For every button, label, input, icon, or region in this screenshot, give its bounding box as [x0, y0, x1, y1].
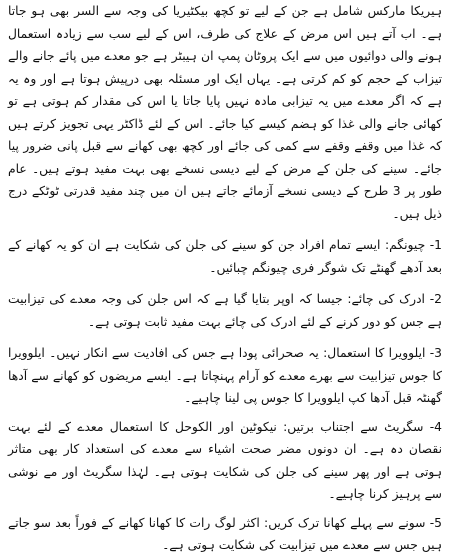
remedy-chewing-gum: 1- چیونگم: ایسے تمام افراد جن کو سینے کی جلن کی شکایت ہے ان کو یہ کھانے کے بعد آدھے گھنٹے تک شوگر فری چیونگم چبائیں۔ [8, 238, 442, 275]
spacer [8, 279, 442, 288]
remedy-ginger-tea: 2- ادرک کی چائے: جیسا کہ اوپر بتایا گیا ہے کہ اس جلن کی وجہ معدے کی تیزابیت ہے جس کو دور کرنے کے لئے ادرک کی چائے بہت مفید ثابت ہوتی ہے۔ [8, 292, 442, 329]
spacer [8, 333, 442, 342]
spacer [8, 225, 442, 234]
remedy-aloe-vera: 3- ایلوویرا کا استعمال: یہ صحرائی پودا ہے جس کی افادیت سے انکار نہیں۔ ایلوویرا کا جوس تیزابیت سے بھرے معدے کو آرام پہنچاتا ہے۔ ایسے مریضوں کو کھانے سے آدھا گھنٹہ قبل آدھا کپ ایلوویرا کا جوس پی لینا چاہیے۔ [8, 346, 442, 405]
remedy-avoid-smoking: 4- سگریٹ سے اجتناب برتیں: نیکوٹین اور الکوحل کا استعمال معدے کے لئے بہت نقصان دہ ہے۔ ان دونوں مضر صحت اشیاء سے معدے کی استعداد کار بھی متاثر ہوتی ہے اور پھر سینے کی جلن کی شکایت ہوتی ہے۔ لہٰذا سگریٹ اور مے نوشی سے پرہیز کرنا چاہیے۔ [8, 419, 442, 501]
remedy-partial-cutoff: 5- سونے سے پہلے کھانا ترک کریں: اکثر لوگ رات کا کھانا کھانے کے فوراً بعد سو جاتے ہیں جس سے معدے میں تیزابیت کی شکایت ہوتی ہے۔ [8, 515, 442, 552]
intro-paragraph: ہیریکا مارکس شامل ہے جن کے لیے تو کچھ بیکٹیریا کی وجہ سے السر بھی ہو جاتا ہے۔ اب آتے ہیں اس مرض کے علاج کی طرف، اس کے لیے سب سے زیادہ استعمال ہونے والی دوائیوں میں سے ایک پروٹان پمپ ان ہیبٹر ہے جو معدے میں پائے جانے والے تیزاب کے حجم کو کم کرتی ہے۔ یہاں ایک اور مسئلہ بھی درپیش ہوتا ہے اور وہ یہ ہے کہ اگر معدے میں یہ تیزابی مادہ نہیں پایا جاتا یا اس کی مقدار کم ہوتی ہے تو کھائی جانے والی غذا کو ہضم کیسے کیا جائے۔ اس کے لئے ڈاکٹر یہی تجویز کرتے ہیں کہ غذا میں وقفے وقفے سے کمی کی جائے اور کچھ بھی کھانے سے قبل پانی ضرور پیا جائے۔ سینے کی جلن کے مرض کے لیے دیسی نسخے بھی بہت مفید ہوتے ہیں۔ عام طور پر 3 طرح کے دیسی نسخے آزمائے جاتے ہیں ان میں چند مفید قدرتی ٹوٹکے درج ذیل ہیں۔ [8, 4, 442, 221]
